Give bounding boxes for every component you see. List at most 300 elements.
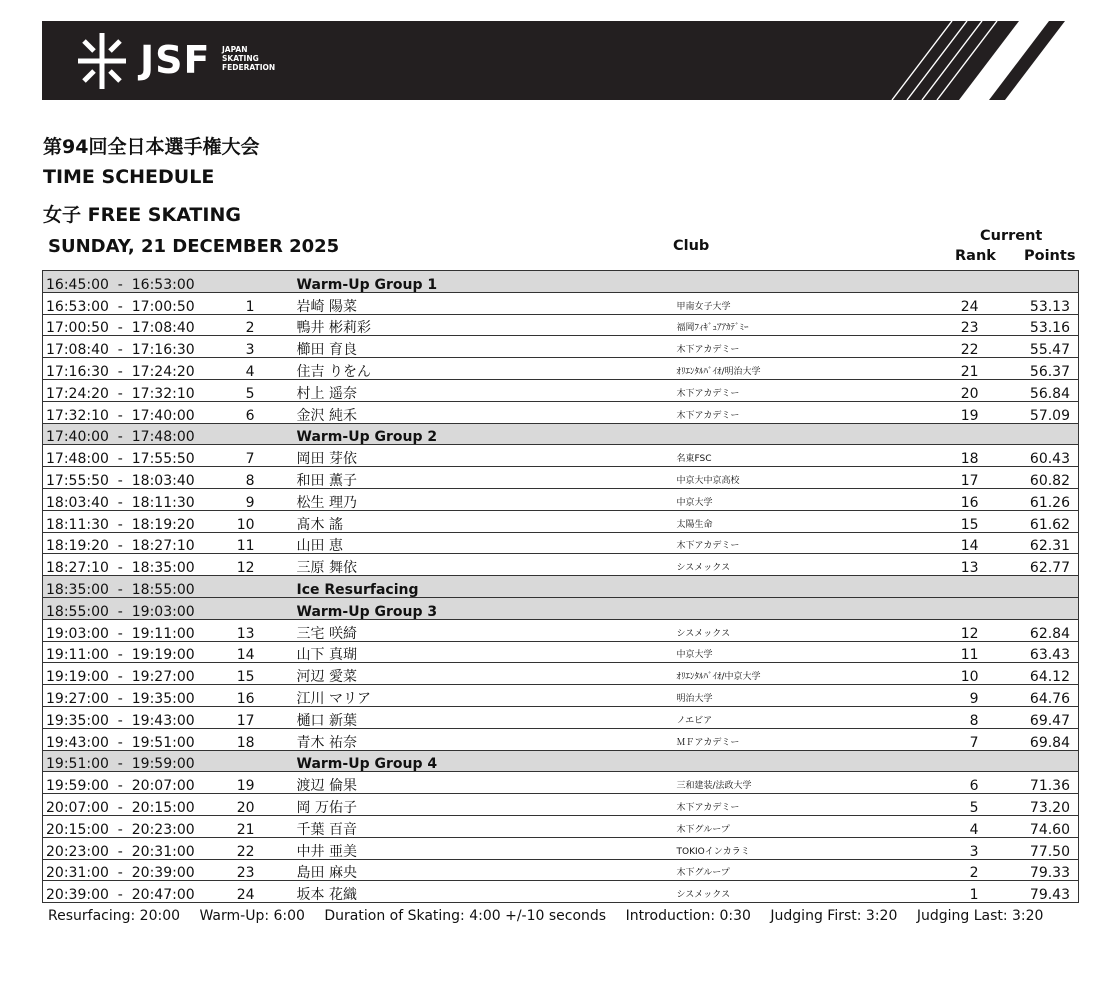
end-time: 20:47:00 [131,887,195,903]
current-rank: 9 [923,685,1005,707]
end-time: 17:55:50 [131,451,195,467]
time-separator: - [108,538,132,554]
schedule-row [43,663,1079,685]
federation-line: SKATING [222,54,259,63]
current-rank: 4 [923,815,1005,837]
time-range [43,794,217,816]
current-rank: 12 [923,619,1005,641]
points-cell [1005,750,1079,772]
jsf-banner [42,21,1077,100]
start-number: 14 [217,641,267,663]
club-cell [673,271,923,293]
schedule-label-row [43,576,1079,598]
current-rank: 1 [923,881,1005,903]
start-time: 16:45:00 [46,276,109,293]
schedule-body [43,271,1079,903]
current-rank: 5 [923,794,1005,816]
time-range [43,401,217,423]
club-cell [673,576,923,598]
current-points: 62.77 [1005,554,1079,576]
current-points: 74.60 [1005,815,1079,837]
club-name: 三和建装/法政大学 [673,772,923,794]
footer-resurfacing: Resurfacing: 20:00 [48,908,181,924]
current-rank: 21 [923,358,1005,380]
schedule-row [43,685,1079,707]
start-time: 19:19:00 [46,669,109,685]
club-name: 中京大中京高校 [673,467,923,489]
current-points: 61.26 [1005,488,1079,510]
current-points: 63.43 [1005,641,1079,663]
segment-title: 女子 FREE SKATING [43,204,241,226]
club-name: 甲南女子大学 [673,292,923,314]
current-rank: 3 [923,837,1005,859]
club-name: ＭＦアカデミー [673,728,923,750]
footer-introduction: Introduction: 0:30 [625,908,751,924]
time-separator: - [108,429,132,445]
club-name: 木下アカデミー [673,336,923,358]
time-separator: - [108,363,132,380]
skater-name: 江川 マリア [267,685,673,707]
club-header: Club [673,238,710,254]
start-number: 15 [217,663,267,685]
skater-name: 金沢 純禾 [267,401,673,423]
end-time: 20:23:00 [131,821,195,838]
start-number: 11 [217,532,267,554]
time-separator: - [108,712,132,729]
time-separator: - [108,734,132,751]
current-points: 53.13 [1005,292,1079,314]
club-name: 中京大学 [673,641,923,663]
current-rank: 15 [923,510,1005,532]
time-separator: - [108,669,132,685]
time-separator: - [108,560,132,576]
start-number [217,576,267,598]
start-time: 17:48:00 [46,451,109,467]
points-cell [1005,597,1079,619]
club-name: 木下アカデミー [673,532,923,554]
start-number: 8 [217,467,267,489]
schedule-row [43,619,1079,641]
row-label: Warm-Up Group 2 [267,423,673,445]
time-range [43,467,217,489]
time-separator: - [108,843,132,860]
points-cell [1005,576,1079,598]
schedule-row [43,401,1079,423]
current-rank: 6 [923,772,1005,794]
time-separator: - [108,342,132,358]
time-separator: - [108,865,132,881]
club-name: シスメックス [673,881,923,903]
rank-cell [923,271,1005,293]
end-time: 18:11:30 [131,494,195,511]
end-time: 18:19:20 [131,516,195,533]
skater-name: 岡 万佑子 [267,794,673,816]
skater-name: 中井 亜美 [267,837,673,859]
skater-name: 髙木 謠 [267,510,673,532]
start-number: 4 [217,358,267,380]
schedule-row [43,379,1079,401]
schedule-row [43,445,1079,467]
time-separator: - [108,690,132,707]
start-number [217,597,267,619]
time-range [43,532,217,554]
club-name: 木下アカデミー [673,379,923,401]
start-number: 5 [217,379,267,401]
start-time: 18:35:00 [46,581,109,598]
time-range [43,445,217,467]
time-range [43,641,217,663]
current-rank: 10 [923,663,1005,685]
time-separator: - [108,276,132,293]
club-name: ノエビア [673,706,923,728]
current-points: 62.31 [1005,532,1079,554]
federation-line: JAPAN [222,45,248,54]
start-time: 19:11:00 [46,647,109,663]
current-header: Current [980,228,1043,244]
row-label: Warm-Up Group 3 [267,597,673,619]
schedule-title: TIME SCHEDULE [43,166,215,188]
time-separator: - [108,625,132,642]
row-label: Ice Resurfacing [267,576,673,598]
schedule-row [43,532,1079,554]
schedule-row [43,292,1079,314]
start-number: 22 [217,837,267,859]
end-time: 19:27:00 [131,669,195,685]
time-range [43,663,217,685]
time-range [43,837,217,859]
skater-name: 三原 舞依 [267,554,673,576]
footer-judging-first: Judging First: 3:20 [770,908,898,924]
schedule-row [43,554,1079,576]
start-number: 6 [217,401,267,423]
start-time: 19:27:00 [46,690,109,707]
time-range [43,706,217,728]
skater-name: 岩崎 陽菜 [267,292,673,314]
event-date: SUNDAY, 21 DECEMBER 2025 [48,236,340,257]
current-points: 79.33 [1005,859,1079,881]
skater-name: 和田 薫子 [267,467,673,489]
schedule-row [43,467,1079,489]
time-range [43,358,217,380]
time-separator: - [108,407,132,424]
time-range [43,554,217,576]
start-time: 18:03:40 [46,494,109,511]
end-time: 19:51:00 [131,734,195,751]
time-range [43,510,217,532]
start-number: 21 [217,815,267,837]
time-separator: - [108,472,132,489]
skater-name: 岡田 芽依 [267,445,673,467]
time-separator: - [108,778,132,794]
end-time: 17:32:10 [131,385,195,402]
schedule-row [43,794,1079,816]
current-points: 71.36 [1005,772,1079,794]
current-rank: 2 [923,859,1005,881]
start-time: 20:15:00 [46,821,109,838]
club-name: 福岡ﾌｨｷﾞｭｱｱｶﾃﾞﾐｰ [673,314,923,336]
time-separator: - [108,821,132,838]
start-time: 19:03:00 [46,625,109,642]
end-time: 18:03:40 [131,472,195,489]
start-time: 20:07:00 [46,799,109,816]
schedule-row [43,641,1079,663]
start-number [217,271,267,293]
current-rank: 17 [923,467,1005,489]
start-time: 19:59:00 [46,778,109,794]
banner-stripes [777,21,1077,100]
time-separator: - [108,320,132,336]
time-separator: - [108,887,132,903]
club-name: ｵﾘｴﾝﾀﾙﾊﾞｲｵ/明治大学 [673,358,923,380]
current-rank: 24 [923,292,1005,314]
schedule-label-row [43,423,1079,445]
current-rank: 18 [923,445,1005,467]
start-number: 20 [217,794,267,816]
schedule-label-row [43,597,1079,619]
start-time: 20:31:00 [46,865,109,881]
start-number: 12 [217,554,267,576]
schedule-row [43,881,1079,903]
current-rank: 23 [923,314,1005,336]
jsf-snowflake-logo-icon [72,31,132,91]
current-rank: 7 [923,728,1005,750]
skater-name: 渡辺 倫果 [267,772,673,794]
end-time: 19:43:00 [131,712,195,729]
skater-name: 山田 恵 [267,532,673,554]
club-name: 木下グループ [673,859,923,881]
current-points: 69.84 [1005,728,1079,750]
rank-cell [923,423,1005,445]
current-points: 60.82 [1005,467,1079,489]
end-time: 17:08:40 [131,320,195,336]
footer-judging-last: Judging Last: 3:20 [916,908,1044,924]
start-number: 24 [217,881,267,903]
end-time: 17:24:20 [131,363,195,380]
club-name: ｵﾘｴﾝﾀﾙﾊﾞｲｵ/中京大学 [673,663,923,685]
end-time: 19:59:00 [131,756,195,772]
start-number [217,750,267,772]
start-time: 18:19:20 [46,538,109,554]
schedule-row [43,706,1079,728]
time-separator: - [108,494,132,511]
skater-name: 三宅 咲綺 [267,619,673,641]
start-number: 18 [217,728,267,750]
time-separator: - [108,385,132,402]
time-range [43,423,217,445]
points-cell [1005,423,1079,445]
start-time: 18:11:30 [46,516,109,533]
time-separator: - [108,516,132,533]
end-time: 16:53:00 [131,276,195,293]
time-range [43,750,217,772]
current-points: 57.09 [1005,401,1079,423]
end-time: 18:27:10 [131,538,195,554]
end-time: 20:07:00 [131,778,195,794]
current-points: 56.84 [1005,379,1079,401]
current-points: 61.62 [1005,510,1079,532]
start-time: 19:35:00 [46,712,109,729]
schedule-table [42,270,1079,903]
skater-name: 住吉 りをん [267,358,673,380]
current-points: 55.47 [1005,336,1079,358]
row-label: Warm-Up Group 4 [267,750,673,772]
time-range [43,859,217,881]
skater-name: 松生 理乃 [267,488,673,510]
footer-warmup: Warm-Up: 6:00 [199,908,305,924]
club-name: 中京大学 [673,488,923,510]
federation-name [222,45,275,72]
rank-cell [923,597,1005,619]
rank-cell [923,576,1005,598]
current-points: 64.76 [1005,685,1079,707]
time-range [43,271,217,293]
current-points: 73.20 [1005,794,1079,816]
current-rank: 8 [923,706,1005,728]
time-range [43,772,217,794]
club-cell [673,423,923,445]
time-range [43,314,217,336]
schedule-row [43,314,1079,336]
start-number: 17 [217,706,267,728]
end-time: 17:16:30 [131,342,195,358]
row-label: Warm-Up Group 1 [267,271,673,293]
end-time: 17:48:00 [131,429,195,445]
time-range [43,292,217,314]
current-points: 64.12 [1005,663,1079,685]
club-name: シスメックス [673,619,923,641]
current-rank: 14 [923,532,1005,554]
end-time: 20:15:00 [131,799,195,816]
club-name: 太陽生命 [673,510,923,532]
current-points: 53.16 [1005,314,1079,336]
time-separator: - [108,799,132,816]
start-number: 7 [217,445,267,467]
time-separator: - [108,756,132,772]
time-range [43,815,217,837]
current-rank: 11 [923,641,1005,663]
start-number: 13 [217,619,267,641]
time-range [43,619,217,641]
skater-name: 河辺 愛菜 [267,663,673,685]
start-number [217,423,267,445]
start-number: 23 [217,859,267,881]
current-rank: 16 [923,488,1005,510]
start-time: 17:16:30 [46,363,109,380]
current-points: 77.50 [1005,837,1079,859]
club-name: 名東FSC [673,445,923,467]
start-number: 1 [217,292,267,314]
start-time: 18:27:10 [46,560,109,576]
current-points: 60.43 [1005,445,1079,467]
schedule-row [43,336,1079,358]
time-range [43,597,217,619]
time-range [43,488,217,510]
time-separator: - [108,298,132,315]
end-time: 19:03:00 [131,603,195,620]
time-separator: - [108,647,132,663]
schedule-row [43,815,1079,837]
club-cell [673,750,923,772]
schedule-row [43,837,1079,859]
time-range [43,379,217,401]
start-time: 17:40:00 [46,429,109,445]
start-number: 10 [217,510,267,532]
club-name: 木下アカデミー [673,794,923,816]
time-separator: - [108,581,132,598]
schedule-label-row [43,271,1079,293]
start-time: 19:43:00 [46,734,109,751]
current-points: 79.43 [1005,881,1079,903]
end-time: 20:31:00 [131,843,195,860]
skater-name: 島田 麻央 [267,859,673,881]
end-time: 20:39:00 [131,865,195,881]
current-rank: 19 [923,401,1005,423]
start-number: 19 [217,772,267,794]
start-number: 16 [217,685,267,707]
start-time: 18:55:00 [46,603,109,620]
end-time: 19:19:00 [131,647,195,663]
points-header: Points [1024,248,1076,264]
skater-name: 青木 祐奈 [267,728,673,750]
end-time: 17:40:00 [131,407,195,424]
schedule-row [43,488,1079,510]
footer-duration: Duration of Skating: 4:00 +/-10 seconds [324,908,607,924]
end-time: 18:55:00 [131,581,195,598]
event-title: 第94回全日本選手権大会 [43,136,260,158]
time-range [43,576,217,598]
time-range [43,336,217,358]
schedule-row [43,358,1079,380]
logo-text: JSF [140,38,211,82]
start-number: 3 [217,336,267,358]
federation-line: FEDERATION [222,63,276,72]
skater-name: 山下 真瑚 [267,641,673,663]
time-range [43,685,217,707]
club-name: 木下アカデミー [673,401,923,423]
end-time: 17:00:50 [131,298,195,315]
skater-name: 鴨井 彬莉彩 [267,314,673,336]
time-range [43,728,217,750]
end-time: 19:35:00 [131,690,195,707]
schedule-row [43,728,1079,750]
rank-header: Rank [955,248,996,264]
skater-name: 樋口 新葉 [267,706,673,728]
time-separator: - [108,451,132,467]
start-time: 17:24:20 [46,385,109,402]
skater-name: 櫛田 育良 [267,336,673,358]
club-name: シスメックス [673,554,923,576]
current-rank: 13 [923,554,1005,576]
start-number: 9 [217,488,267,510]
points-cell [1005,271,1079,293]
rank-cell [923,750,1005,772]
club-name: 木下グループ [673,815,923,837]
current-points: 62.84 [1005,619,1079,641]
end-time: 19:11:00 [131,625,195,642]
current-rank: 20 [923,379,1005,401]
time-range [43,881,217,903]
club-name: 明治大学 [673,685,923,707]
timing-footer [48,908,1058,924]
schedule-label-row [43,750,1079,772]
club-cell [673,597,923,619]
current-points: 56.37 [1005,358,1079,380]
skater-name: 村上 遥奈 [267,379,673,401]
current-points: 69.47 [1005,706,1079,728]
start-time: 16:53:00 [46,298,109,315]
club-name: TOKIOインカラミ [673,837,923,859]
skater-name: 千葉 百音 [267,815,673,837]
